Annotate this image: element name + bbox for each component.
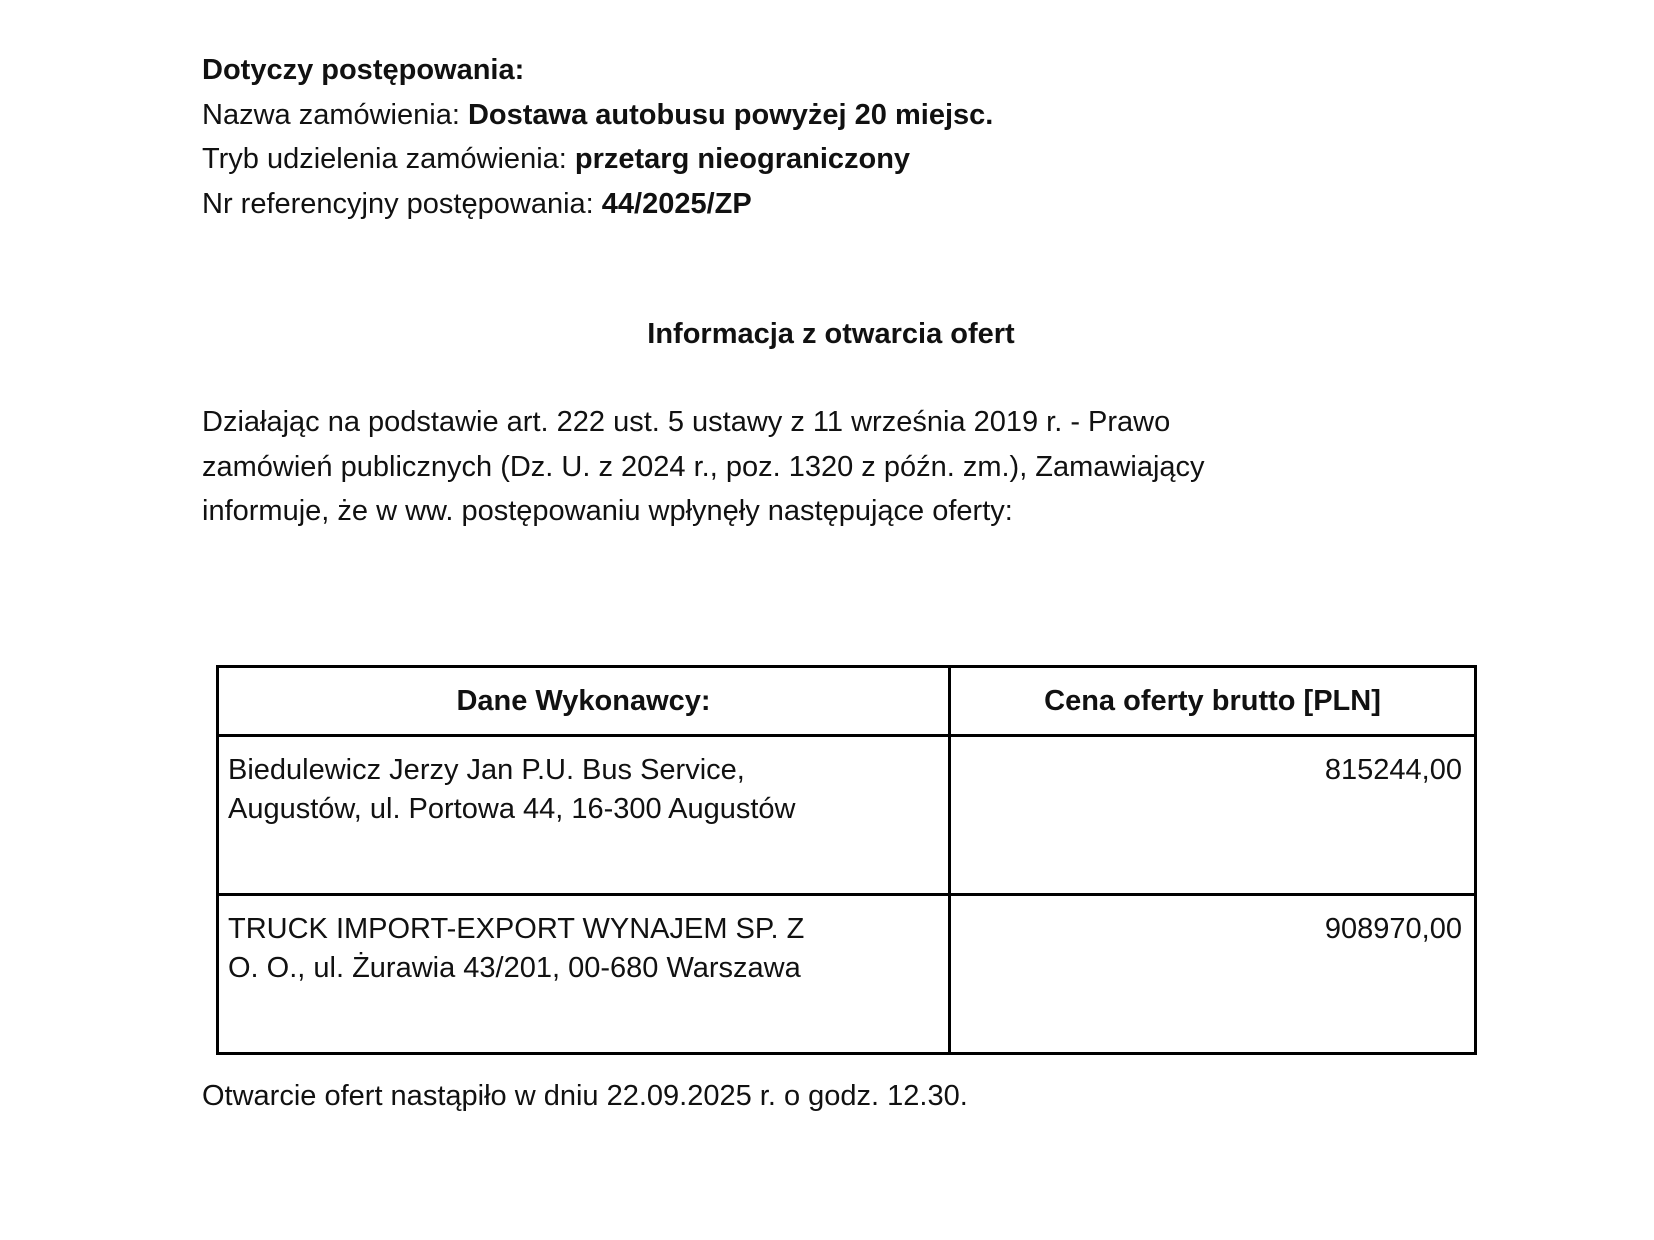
column-header-price: Cena oferty brutto [PLN] <box>950 667 1476 736</box>
procedure-mode-row <box>202 137 993 182</box>
reference-number-label: Nr referencyjny postępowania: <box>202 187 602 220</box>
price-cell: 908970,00 <box>950 895 1476 1054</box>
contractor-cell <box>218 736 950 895</box>
contractor-line: TRUCK IMPORT-EXPORT WYNAJEM SP. Z <box>228 913 805 945</box>
reference-number-value: 44/2025/ZP <box>601 187 752 220</box>
procedure-section-label: Dotyczy postępowania: <box>202 54 525 86</box>
procedure-mode-label: Tryb udzielenia zamówienia: <box>202 143 575 175</box>
price-cell: 815244,00 <box>950 736 1476 895</box>
intro-line: informuje, że w ww. postępowaniu wpłynęły następujące oferty: <box>202 495 1013 527</box>
intro-paragraph <box>202 400 1382 534</box>
contractor-cell <box>218 895 950 1054</box>
procedure-details <box>202 48 993 226</box>
order-name-value: Dostawa autobusu powyżej 20 miejsc. <box>467 98 994 131</box>
contractor-line: O. O., ul. Żurawia 43/201, 00-680 Warszawa <box>228 952 801 984</box>
opening-date-note: Otwarcie ofert nastąpiło w dniu 22.09.2025 r. o godz. 12.30. <box>202 1080 968 1112</box>
table-row <box>218 895 1476 1054</box>
order-name-label: Nazwa zamówienia: <box>202 98 468 131</box>
intro-line: zamówień publicznych (Dz. U. z 2024 r., poz. 1320 z późn. zm.), Zamawiający <box>202 450 1205 483</box>
order-name-row <box>202 93 993 138</box>
document-title: Informacja z otwarcia ofert <box>647 318 1015 350</box>
column-header-contractor: Dane Wykonawcy: <box>218 667 950 736</box>
table-row <box>218 736 1476 895</box>
intro-line: Działając na podstawie art. 222 ust. 5 ustawy z 11 września 2019 r. - Prawo <box>202 406 1171 438</box>
procedure-mode-value: przetarg nieograniczony <box>574 143 911 175</box>
table-header-row <box>218 667 1476 736</box>
offers-table <box>216 665 1477 1055</box>
reference-number-row <box>202 182 993 227</box>
contractor-line: Augustów, ul. Portowa 44, 16-300 Augustów <box>228 793 796 825</box>
contractor-line: Biedulewicz Jerzy Jan P.U. Bus Service, <box>228 754 745 786</box>
